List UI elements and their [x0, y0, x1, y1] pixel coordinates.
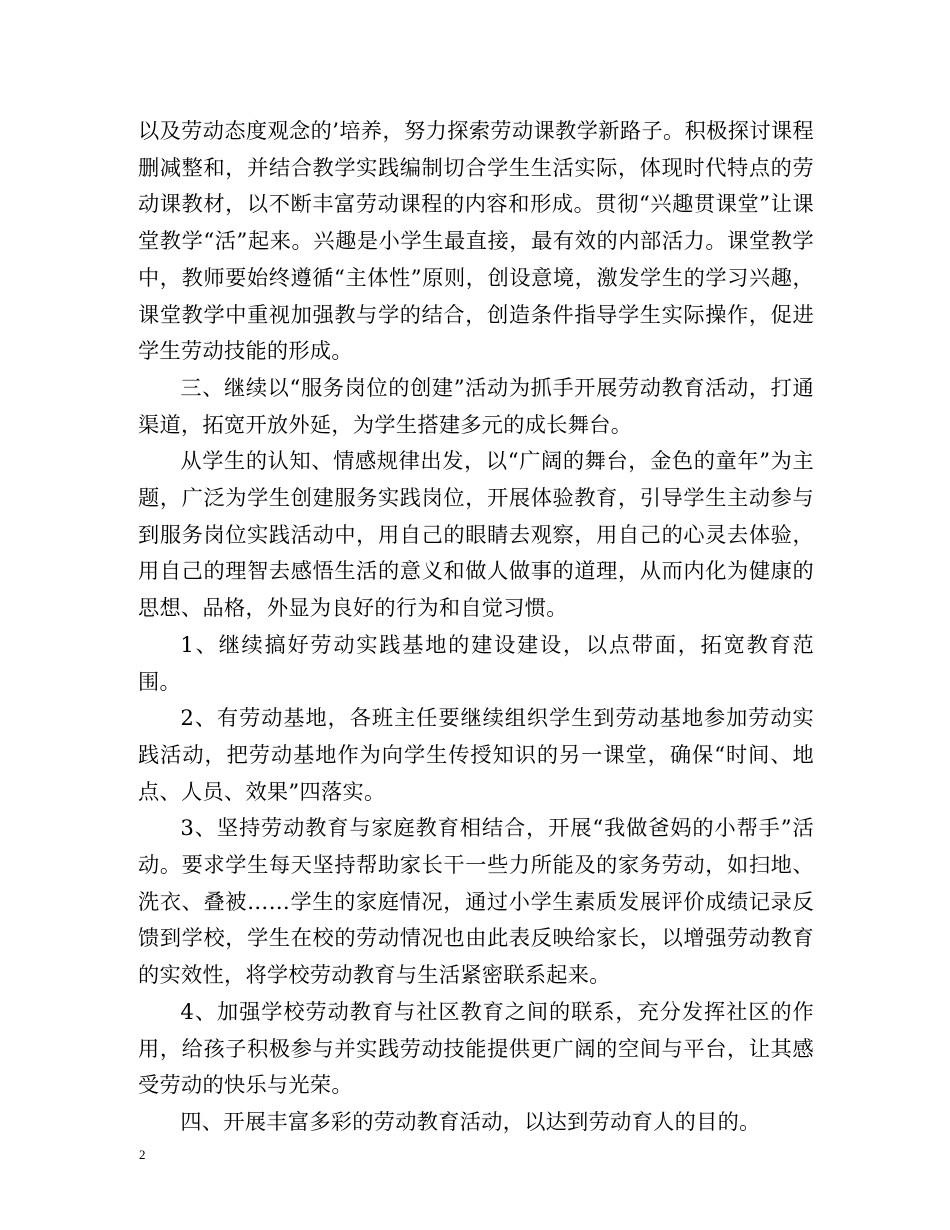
paragraph-3: 从学生的认知、情感规律出发，以“广阔的舞台，金色的童年”为主题，广泛为学生创建服务实践岗位，开展体验教育，引导学生主动参与到服务岗位实践活动中，用自己的眼睛去观察，用自己的心灵去体验，用自己的理智去感悟生活的意义和做人做事的道理，从而内化为健康的思想、品格，外显为良好的行为和自觉习惯。	[138, 448, 814, 621]
paragraph-7: 4、加强学校劳动教育与社区教育之间的联系，充分发挥社区的作用，给孩子积极参与并实践劳动技能提供更广阔的空间与平台，让其感受劳动的快乐与光荣。	[138, 998, 814, 1098]
document-body	[138, 113, 814, 1141]
paragraph-4: 1、继续搞好劳动实践基地的建设建设，以点带面，拓宽教育范围。	[138, 631, 814, 694]
paragraph-2: 三、继续以“服务岗位的创建”活动为抓手开展劳动教育活动，打通渠道，拓宽开放外延，为学生搭建多元的成长舞台。	[138, 374, 814, 437]
paragraph-6: 3、坚持劳动教育与家庭教育相结合，开展“我做爸妈的小帮手”活动。要求学生每天坚持帮助家长干一些力所能及的家务劳动，如扫地、洗衣、叠被……学生的家庭情况，通过小学生素质发展评价成绩记录反馈到学校，学生在校的劳动情况也由此表反映给家长，以增强劳动教育的实效性，将学校劳动教育与生活紧密联系起来。	[138, 815, 814, 988]
paragraph-5: 2、有劳动基地，各班主任要继续组织学生到劳动基地参加劳动实践活动，把劳动基地作为向学生传授知识的另一课堂，确保“时间、地点、人员、效果”四落实。	[138, 705, 814, 804]
paragraph-1: 以及劳动态度观念的’培养，努力探索劳动课教学新路子。积极探讨课程删减整和，并结合教学实践编制切合学生生活实际，体现时代特点的劳动课教材，以不断丰富劳动课程的内容和形成。贯彻“兴趣贯课堂”让课堂教学“活”起来。兴趣是小学生最直接，最有效的内部活力。课堂教学中，教师要始终遵循“主体性”原则，创设意境，激发学生的学习兴趣，课堂教学中重视加强教与学的结合，创造条件指导学生实际操作，促进学生劳动技能的形成。	[138, 118, 814, 364]
paragraph-8: 四、开展丰富多彩的劳动教育活动，以达到劳动育人的目的。	[180, 1108, 761, 1134]
page-number: 2	[139, 1147, 146, 1162]
